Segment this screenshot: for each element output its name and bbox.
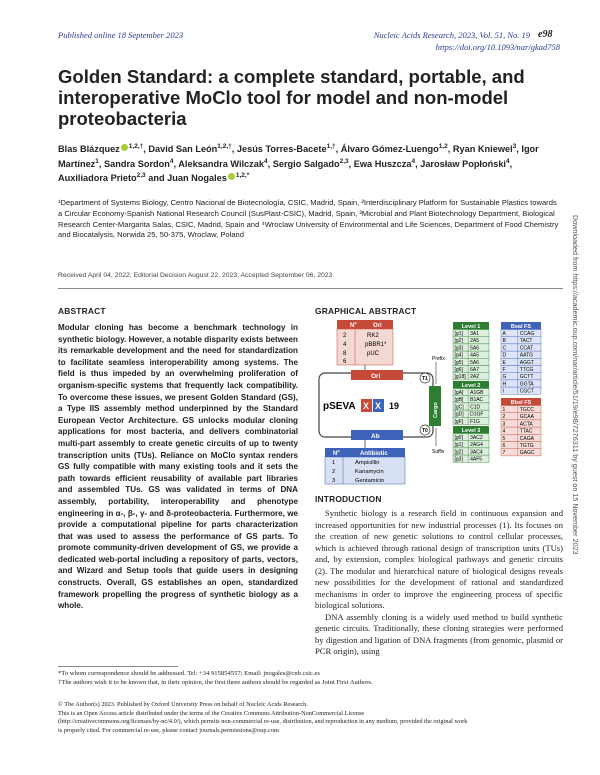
antibiotic-table bbox=[325, 448, 405, 484]
ori-row-num: 8 bbox=[343, 351, 347, 357]
orcid-icon[interactable] bbox=[121, 144, 128, 151]
cargo-label: Cargo bbox=[433, 402, 439, 418]
bsai-table-row-key: D bbox=[502, 352, 507, 359]
ab-row-name: Kanamycin bbox=[355, 469, 384, 475]
bsai-table-row-key: H bbox=[502, 381, 507, 388]
bsai-table-row-value: GGTA bbox=[519, 381, 534, 388]
author-name: Aleksandra Wilczak bbox=[178, 158, 264, 169]
received-dates: Received April 04, 2022; Editorial Decision August 22, 2023; Accepted September 06, 2023 bbox=[58, 272, 333, 279]
bsai-table-row-value: TACT bbox=[519, 338, 533, 345]
author-name: Sandra Sordon bbox=[104, 158, 170, 169]
level2-table-row-key: [gC] bbox=[454, 404, 464, 411]
author-affiliation-mark: 2,3 bbox=[339, 157, 349, 165]
level2-table-title: Level 2 bbox=[461, 383, 481, 389]
suffix-label: Suffix bbox=[432, 449, 445, 455]
ori-row-num: 2 bbox=[343, 333, 347, 339]
level3-table-title: Level 3 bbox=[461, 428, 481, 434]
bsai-table-row-key: G bbox=[502, 374, 507, 381]
ab-col-name: Antibiotic bbox=[360, 451, 388, 457]
copyright-line: is properly cited. For commercial re-use, please contact journals.permissions@oup.com bbox=[58, 726, 279, 734]
level3-table-row-value: 3AC2 bbox=[470, 435, 483, 441]
ori-col-num: Nº bbox=[350, 323, 357, 329]
level3-table-row-value: 3AC4 bbox=[470, 449, 483, 456]
ab-row-name: Ampicillin bbox=[355, 460, 380, 466]
bbsi-table-row-value: TGTG bbox=[519, 443, 534, 449]
author-name: Blas Blázquez bbox=[58, 144, 120, 155]
level2-table-row-value: C1D bbox=[470, 404, 481, 411]
author-name: David San León bbox=[148, 144, 218, 155]
introduction-text bbox=[315, 508, 563, 658]
intro-paragraph: Synthetic biology is a research field in continuous expansion and increased opportunities for new industrial processes (1). Its focuses on the creation of new genetic solutions to control cellular processes, which is achieved through rational design of transcription units (TUs) and, by extension, complex biological pathways and genetic circuits (2). The modular and hierarchical nature of biological designs reveals new possibilities for the development of rational and standardized mechanisms in order to improve the engineering process of specific biological solutions. bbox=[315, 508, 563, 610]
level2-table-row-key: [gB] bbox=[454, 397, 464, 404]
bbsi-table-row-key: 3 bbox=[502, 421, 506, 428]
level1-table-row-value: 5A6 bbox=[470, 359, 480, 366]
level1-table-row-value: 4A5 bbox=[470, 352, 480, 359]
bsai-table-title: BsaI FS bbox=[510, 324, 532, 330]
level1-table-row-key: [g4] bbox=[454, 352, 463, 359]
author-name: Ewa Huszcza bbox=[353, 158, 412, 169]
ori-row-name: pUC bbox=[367, 351, 380, 357]
bbsi-table-row-value: ACTA bbox=[519, 421, 533, 428]
level1-table-row-key: [g5] bbox=[454, 359, 463, 366]
bbsi-table-row-value: GCAA bbox=[519, 414, 534, 421]
orcid-icon[interactable] bbox=[228, 173, 235, 180]
author-name: Jesús Torres-Bacete bbox=[236, 144, 327, 155]
copyright-line: (http://creativecommons.org/licenses/by-nc/4.0/), which permits non-commercial re-use, distribution, and reproduction in any medium, provided the original work bbox=[58, 718, 468, 726]
download-sidenote bbox=[572, 215, 582, 675]
level1-table-row-key: [g2] bbox=[454, 338, 463, 345]
x-ori: X bbox=[363, 401, 370, 411]
level3-table-row-key: [g0] bbox=[454, 435, 463, 441]
t0-label: T0 bbox=[422, 428, 428, 434]
ori-row-name: pBBR1* bbox=[365, 342, 387, 348]
download-sidenote-text: Downloaded from https://academic.oup.com/nar/article/51/19/e98/7276311 by guest on 15 November 2023 bbox=[571, 215, 580, 555]
author-affiliation-mark: 1 bbox=[95, 157, 99, 165]
joint-author-note: †The authors wish it to be known that, in their opinion, the first three authors should be regarded as Joint First Authors. bbox=[58, 679, 373, 686]
bsai-table-row-key: E bbox=[502, 359, 506, 366]
level3-table-row-value: 4AF5 bbox=[470, 456, 483, 463]
page-number: e98 bbox=[538, 29, 553, 40]
ori-row-num: 6 bbox=[343, 359, 347, 365]
prefix-label: Prefix bbox=[432, 356, 445, 362]
cargo-num: 19 bbox=[389, 401, 400, 411]
author-name: Ryan Kniewel bbox=[452, 144, 513, 155]
level2-table-row-key: [gD] bbox=[454, 411, 464, 418]
level1-table-row-value: 5A6 bbox=[470, 345, 480, 352]
level2-table-row-value: A1GB bbox=[470, 390, 484, 396]
author-affiliation-mark: 4 bbox=[263, 157, 268, 165]
level2-table-row-value: D1GF bbox=[470, 411, 484, 418]
ori-table bbox=[337, 320, 393, 365]
x-ab: X bbox=[375, 401, 382, 411]
introduction-heading: INTRODUCTION bbox=[315, 494, 382, 504]
article-title: Golden Standard: a complete standard, portable, and interoperative MoClo tool for model and non-model proteobacteria bbox=[58, 66, 525, 129]
level1-table-row-key: [g1] bbox=[454, 331, 463, 337]
level2-table-row-key: [gF] bbox=[454, 418, 464, 425]
bsai-table-row-value: CCAG bbox=[519, 331, 535, 337]
author-affiliation-mark: 1,† bbox=[326, 143, 336, 150]
author-name: Sergio Salgado bbox=[272, 158, 340, 169]
abstract-text: Modular cloning has become a benchmark technology in synthetic biology. However, a notable disparity exists between its remarkable development and the need for standardization to facilitate seamless interoperability among systems. The field is thus impeded by an overwhelming proliferation of organism-specific systems that frequently lack compatibility. To overcome these issues, we present Golden Standard (GS), a Type IIS assembly method underpinned by the Standard European Vector Architecture. GS unlocks modular cloning applications for most bacteria, and delivers combinatorial multi-part assembly to create genetic circuits of up to twenty transcription units (TUs). Reliance on MoClo syntax renders GS fully compatible with many existing tools and it sets the path towards efficient reusability of available part libraries and assembled TUs. GS was validated in terms of DNA assembly, portability, interoperability and phenotype engineering in α-, β-, γ- and δ-proteobacteria. Furthermore, we provide a computational pipeline for parts characterization that was used to assess the performance of GS parts. To promote community-driven development of GS, we provide a dedicated web-portal including a repository of parts, vectors, and Wizard and Setup tools that guide users in designing constructs. Overall, GS establishes an open, standardized framework propelling the progress of synthetic biology as a whole. bbox=[58, 323, 298, 611]
graphical-abstract bbox=[315, 318, 565, 486]
copyright-line: This is an Open Access article distributed under the terms of the Creative Commons Attribution-NonCommercial License bbox=[58, 709, 365, 717]
bbsi-table-row-value: CAGA bbox=[519, 435, 534, 442]
bbsi-table-row-key: 4 bbox=[502, 428, 506, 435]
level1-table-row-value: 2A2 bbox=[470, 374, 480, 381]
copyright-block bbox=[58, 701, 563, 735]
author-affiliation-mark: 4 bbox=[505, 157, 510, 165]
bbsi-table-title: BbsI FS bbox=[510, 400, 532, 406]
bsai-table-row-key: C bbox=[502, 345, 507, 352]
level1-table-row-value: 3A1 bbox=[470, 331, 480, 337]
level1-table-row-value: 6A7 bbox=[470, 367, 480, 373]
ab-row-num: 3 bbox=[332, 478, 336, 484]
level2-table-row-value: F1G bbox=[470, 418, 480, 425]
level2-table-row-value: B1AC bbox=[470, 397, 484, 404]
ori-row-name: RK2 bbox=[367, 333, 379, 339]
bsai-table-row-key: I bbox=[502, 388, 504, 395]
level1-table-row-key: [g6] bbox=[454, 367, 463, 373]
bbsi-table-row-key: 7 bbox=[502, 450, 506, 457]
intro-paragraph: DNA assembly cloning is a widely used method to build synthetic genetic circuits. Traditionally, these cloning strategies were performed by digestion and ligation of DNA fragments (from genomic, plasmid or PCR origin), using bbox=[315, 611, 563, 656]
ori-label: Ori bbox=[371, 373, 381, 380]
ab-row-num: 1 bbox=[332, 460, 336, 466]
bbsi-table-row-key: 1 bbox=[502, 407, 506, 413]
ab-label: Ab bbox=[371, 433, 380, 440]
level3-table-row-key: [g1] bbox=[454, 442, 463, 449]
level1-table-title: Level 1 bbox=[461, 324, 481, 330]
level1-table-row-value: 2A5 bbox=[470, 338, 480, 345]
abstract-heading: ABSTRACT bbox=[58, 306, 106, 316]
bsai-table-row-value: CGCT bbox=[519, 388, 534, 395]
ori-col-name: Ori bbox=[373, 323, 382, 329]
level2-table-row-key: [gA] bbox=[454, 390, 464, 396]
bbsi-table-row-key: 5 bbox=[502, 435, 506, 442]
ab-row-name: Gentamicin bbox=[355, 478, 385, 484]
ab-row-num: 2 bbox=[332, 469, 336, 475]
footnotes bbox=[58, 669, 563, 687]
graphical-abstract-heading: GRAPHICAL ABSTRACT bbox=[315, 306, 417, 316]
author-name: Juan Nogales bbox=[167, 173, 227, 184]
bsai-table-row-key: F bbox=[502, 367, 506, 373]
bbsi-table-row-value: TTAC bbox=[519, 428, 533, 435]
level3-table-row-key: [g2] bbox=[454, 449, 463, 456]
bsai-table-row-value: AATG bbox=[519, 352, 534, 359]
author-name: Auxiliadora Prieto bbox=[58, 173, 137, 184]
doi-link[interactable]: https://doi.org/10.1093/nar/gkad758 bbox=[435, 42, 560, 52]
copyright-line: © The Author(s) 2023. Published by Oxford University Press on behalf of Nucleic Acids Research. bbox=[58, 701, 308, 708]
bbsi-table-row-value: GAGC bbox=[519, 450, 535, 457]
author-affiliation-mark: 4 bbox=[169, 157, 174, 165]
affiliations: ¹Department of Systems Biology, Centro Nacional de Biotecnología, CSIC, Madrid, Spain, ²Interdisciplinary Platform for Sustainable Plastics towards a Circular Economy-Spanish National Research Council (SusPlast-CSIC), Madrid, Spain, ³Microbial and Plant Biotechnology Department, Biological Research Center-Margarita Salas, CSIC, Madrid, Spain and ⁴Wroclaw University of Environmental and Life Sciences, Department of Food Chemistry and Biocatalysis, Norwida 25, 50-375, Wroclaw, Poland bbox=[58, 198, 559, 240]
author-list: Blas Blázquez $^{1,2,\dagger}$, David San León$^{1,2,\dagger}$, Jesús Torres-Bacete$^{1,\dagger}$, Álvaro Gómez-Luengo$^{1,2}$, Ryan Kniewel$^3$, Igor Martínez$^1$, Sandra Sordon$^4$, Aleksandra Wilczak$^4$, Sergio Salgado$^{2,3}$, Ewa Huszcza$^4$, Jarosław Popłoński$^4$, Auxiliadora Prieto$^{2,3}$ and Juan Nogales $^{1,2,*}$ bbox=[58, 143, 539, 184]
level3-table-row-key: [g3] bbox=[454, 456, 463, 463]
t1-label: T1 bbox=[422, 376, 428, 382]
bsai-table-row-value: TTCG bbox=[519, 367, 534, 373]
level1-table-row-key: [g18] bbox=[454, 374, 466, 381]
ori-row-num: 4 bbox=[343, 342, 347, 348]
level3-table-row-value: 2AG4 bbox=[470, 442, 483, 449]
author-affiliation-mark: 3 bbox=[512, 143, 517, 150]
bsai-table-row-value: AGGT bbox=[519, 359, 534, 366]
author-name: Igor Martínez bbox=[58, 144, 539, 169]
author-name: Álvaro Gómez-Luengo bbox=[340, 144, 439, 155]
journal-citation: Nucleic Acids Research, 2023, Vol. 51, No. 19 bbox=[373, 30, 530, 40]
bsai-table-row-value: GCTT bbox=[519, 374, 534, 381]
author-affiliation-mark: 1,2,† bbox=[128, 143, 144, 150]
bsai-table-row-value: CCAT bbox=[519, 345, 534, 352]
level1-table-row-key: [g3] bbox=[454, 345, 463, 352]
pseva-label: pSEVA bbox=[323, 401, 356, 412]
footnote-rule bbox=[58, 666, 178, 667]
author-affiliation-mark: 1,2,* bbox=[235, 172, 250, 180]
published-date: Published online 18 September 2023 bbox=[58, 30, 184, 40]
author-name: Jarosław Popłoński bbox=[420, 158, 506, 169]
bsai-table-row-key: B bbox=[502, 338, 506, 345]
correspondence-note: *To whom correspondence should be addressed. Tel: +34 915854557; Email: jnogales@cnb.csic.es bbox=[58, 670, 320, 677]
bbsi-table-row-key: 2 bbox=[502, 414, 506, 421]
author-affiliation-mark: 1,2 bbox=[438, 143, 448, 150]
author-affiliation-mark: 1,2,† bbox=[217, 143, 232, 150]
author-affiliation-mark: 2,3 bbox=[136, 172, 146, 180]
ab-col-num: Nº bbox=[333, 451, 340, 457]
bbsi-table-row-key: 6 bbox=[502, 443, 506, 449]
bbsi-table-row-value: TGCC bbox=[519, 407, 534, 413]
bsai-table-row-key: A bbox=[502, 331, 506, 337]
author-affiliation-mark: 4 bbox=[411, 157, 416, 165]
divider bbox=[58, 288, 563, 289]
